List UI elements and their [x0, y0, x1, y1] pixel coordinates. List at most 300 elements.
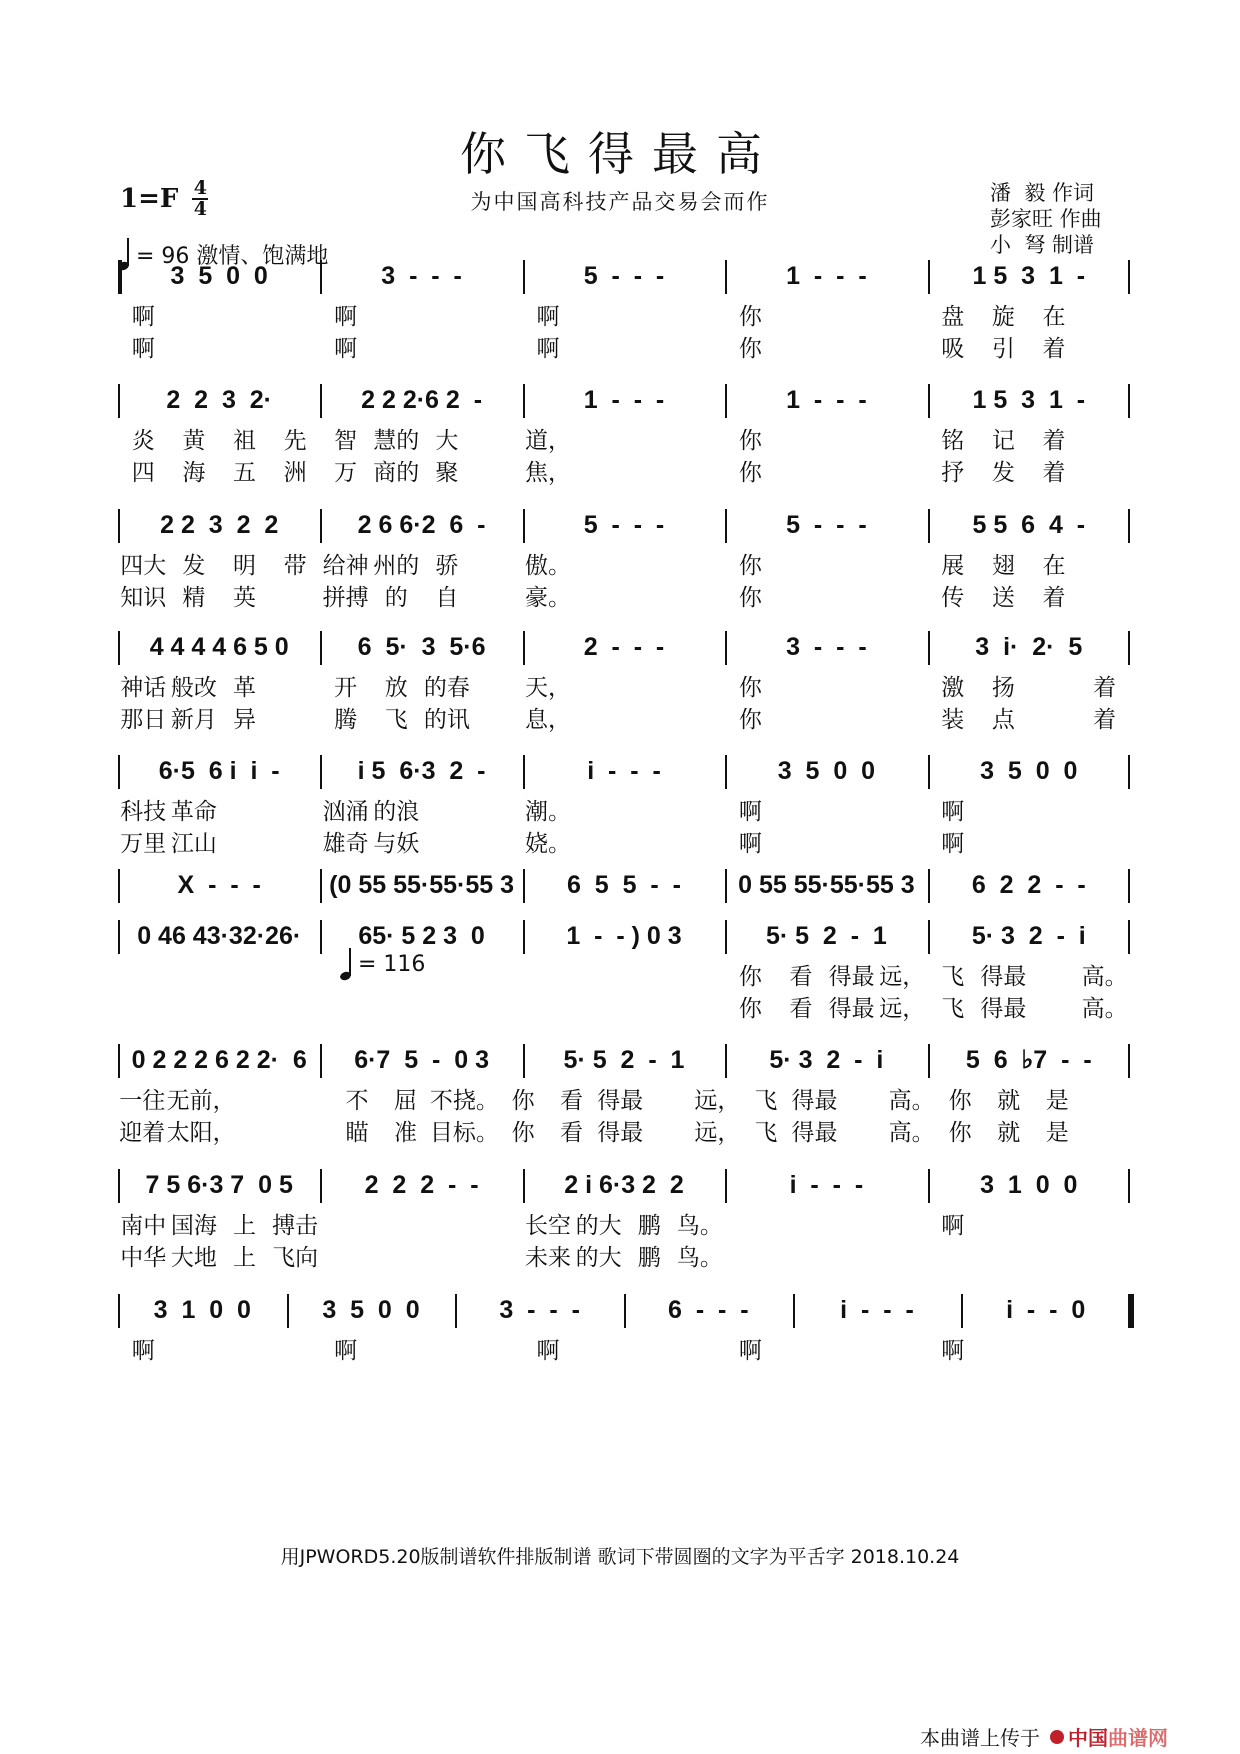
lyric-syllable: 高。 — [888, 1088, 935, 1114]
lyric-syllable — [624, 825, 675, 858]
lyric-syllable — [776, 330, 827, 363]
barline — [725, 260, 727, 294]
lyric-syllable — [1079, 330, 1130, 363]
lyric-syllable: 鹏 — [637, 1213, 661, 1239]
lyric-syllable — [169, 1332, 220, 1365]
lyric-syllable: 远， — [879, 964, 926, 990]
lyric-syllable — [1029, 669, 1080, 702]
measure: i 5 6·3 2 - — [357, 756, 486, 785]
lyric-syllable — [472, 990, 523, 1023]
barline — [118, 1169, 120, 1203]
lyric-syllable — [978, 1207, 1029, 1240]
barline — [320, 384, 322, 418]
lyric-syllable — [1079, 454, 1130, 487]
notation-line — [118, 627, 1130, 667]
barline — [320, 1044, 322, 1078]
measure: 6 2 2 - - — [971, 870, 1086, 899]
lyric-syllable: 啊 — [941, 831, 965, 857]
lyric-syllable — [645, 1082, 694, 1115]
barline — [523, 260, 525, 294]
score-row — [118, 380, 1130, 486]
measure: 2 - - - — [583, 632, 665, 661]
lyric-syllable — [624, 990, 675, 1023]
lyric-syllable — [1079, 825, 1130, 858]
lyric-syllable: 长空 — [525, 1213, 572, 1239]
lyric-line — [118, 298, 1130, 331]
barline — [320, 1169, 322, 1203]
lyric-syllable: 啊 — [131, 336, 155, 362]
barline — [1128, 509, 1130, 543]
lyric-syllable — [422, 825, 473, 858]
lyric-syllable: 在 — [1042, 553, 1066, 579]
lyric-syllable — [270, 330, 321, 363]
measure: 7 5 6·3 7 0 5 — [145, 1170, 293, 1199]
measure: 1 5 3 1 - — [972, 385, 1086, 414]
measure: 1 - - - — [786, 385, 867, 414]
lyric-syllable: 吸 — [941, 336, 965, 362]
barline — [455, 1294, 457, 1328]
lyric-syllable — [422, 990, 473, 1023]
time-denominator: 4 — [193, 198, 207, 220]
lyric-syllable — [422, 330, 473, 363]
lyric-syllable — [1029, 958, 1080, 991]
lyric-syllable — [776, 422, 827, 455]
lyric-syllable — [472, 1239, 523, 1272]
measure: 0 46 43·32·26· — [137, 921, 302, 950]
lyric-line — [118, 1332, 1130, 1365]
lyric-syllable: 你 — [738, 460, 762, 486]
barline — [320, 869, 322, 903]
lyric-syllable — [675, 1332, 726, 1365]
lyric-syllable — [675, 454, 726, 487]
footer-note: 用JPWORD5.20版制谱软件排版制谱 歌词下带圆圈的文字为平舌字 2018.10.24 — [280, 1546, 960, 1568]
lyric-syllable: 鸟。 — [676, 1213, 723, 1239]
lyric-syllable — [877, 1207, 928, 1240]
lyric-syllable: 你 — [738, 336, 762, 362]
lyric-syllable — [839, 1114, 888, 1147]
song-subtitle: 为中国高科技产品交易会而作 — [470, 190, 770, 214]
lyric-syllable: 息， — [525, 707, 572, 733]
song-title: 你飞得最高 — [460, 127, 780, 181]
lyric-syllable: 无前， — [166, 1088, 236, 1114]
lyric-syllable: 你 — [738, 428, 762, 454]
lyric-syllable: 远， — [879, 996, 926, 1022]
lyric-syllable: 鸟。 — [676, 1245, 723, 1271]
lyric-syllable: 啊 — [941, 1338, 965, 1364]
lyric-syllable — [675, 330, 726, 363]
lyric-syllable — [776, 547, 827, 580]
lyric-syllable: 你 — [738, 707, 762, 733]
time-signature — [192, 177, 208, 220]
lyric-syllable — [826, 422, 877, 455]
lyric-syllable: 的 — [384, 585, 408, 611]
lyric-syllable — [826, 1332, 877, 1365]
lyric-syllable: 中华 — [120, 1245, 167, 1271]
lyric-syllable — [422, 1332, 473, 1365]
measure: 3 5 0 0 — [777, 756, 876, 785]
measure: 5 5 6 4 - — [972, 510, 1086, 539]
measure: 6·7 5 - 0 3 — [354, 1045, 489, 1074]
measure: 3 1 0 0 — [980, 1170, 1078, 1199]
tempo-text: = 96 激情、饱满地 — [136, 243, 329, 269]
lyric-syllable — [472, 1207, 523, 1240]
lyric-line — [118, 454, 1130, 487]
lyric-syllable: 飞 — [941, 996, 965, 1022]
lyric-syllable — [1082, 1114, 1131, 1147]
lyric-syllable: 与妖 — [373, 831, 420, 857]
lyric-syllable — [270, 793, 321, 826]
barline — [287, 1294, 289, 1328]
measure: 5 6 ♭7 - - — [965, 1046, 1092, 1074]
lyric-syllable: 万 — [334, 460, 358, 486]
barline — [118, 755, 120, 789]
lyric-syllable — [371, 1239, 422, 1272]
lyric-syllable: 着 — [1042, 428, 1066, 454]
lyric-syllable: 点 — [991, 707, 1015, 733]
lyric-syllable: 飞向 — [272, 1245, 319, 1271]
lyric-syllable — [472, 958, 523, 991]
lyric-syllable: 高。 — [1081, 964, 1128, 990]
measure: 3 5 0 0 — [170, 261, 268, 290]
lyric-syllable: 展 — [941, 553, 965, 579]
lyric-line — [118, 330, 1130, 363]
lyric-syllable — [284, 1082, 333, 1115]
lyric-syllable: 太阳， — [166, 1120, 236, 1146]
lyric-syllable: 飞 — [754, 1088, 778, 1114]
lyric-syllable: 慧的 — [373, 428, 420, 454]
measure: 1 - - ) 0 3 — [566, 921, 682, 950]
measure: 3 - - - — [786, 632, 867, 661]
lyric-line — [118, 547, 1130, 580]
lyric-syllable: 传 — [941, 585, 965, 611]
lyric-syllable — [1079, 422, 1130, 455]
measure: i - - - — [587, 756, 661, 785]
lyric-syllable: 着 — [1042, 460, 1066, 486]
lyric-syllable: 万里 — [120, 831, 167, 857]
lyric-syllable: 铭 — [941, 428, 965, 454]
lyric-syllable: 你 — [738, 585, 762, 611]
lyric-syllable — [675, 990, 726, 1023]
lyric-syllable: 未来 — [525, 1245, 572, 1271]
lyric-syllable: 智 — [334, 428, 358, 454]
notation-line — [118, 380, 1130, 420]
notation-line — [118, 1165, 1130, 1205]
lyric-syllable — [776, 1207, 827, 1240]
lyric-syllable — [1029, 825, 1080, 858]
measure: i - - 0 — [1006, 1295, 1086, 1324]
lyric-syllable — [776, 579, 827, 612]
measure: 4 4 4 4 6 5 0 — [149, 632, 289, 661]
lyric-syllable — [675, 298, 726, 331]
lyric-syllable — [624, 958, 675, 991]
barline — [725, 1044, 727, 1078]
lyric-syllable — [877, 1332, 928, 1365]
score-row — [118, 627, 1130, 733]
lyric-syllable: 自 — [435, 585, 459, 611]
lyric-syllable: 看 — [789, 996, 813, 1022]
score-row — [118, 1165, 1130, 1271]
measure: (0 55 55·55·55 3 — [329, 870, 515, 899]
lyric-syllable: 就 — [997, 1088, 1021, 1114]
barline — [725, 509, 727, 543]
lyric-syllable — [877, 1239, 928, 1272]
lyric-syllable: 你 — [738, 675, 762, 701]
lyric-syllable — [320, 1239, 371, 1272]
lyric-syllable: 炎 — [131, 428, 155, 454]
lyric-syllable: 新月 — [170, 707, 217, 733]
barline — [523, 1169, 525, 1203]
lyric-syllable — [675, 793, 726, 826]
lyric-syllable: 得最 — [597, 1088, 644, 1114]
barline — [523, 631, 525, 665]
lyric-line — [118, 825, 1130, 858]
lyric-syllable — [573, 793, 624, 826]
lyric-syllable — [877, 701, 928, 734]
upload-note: 本曲谱上传于 — [920, 1726, 1040, 1750]
lyric-syllable — [270, 669, 321, 702]
lyric-syllable — [826, 669, 877, 702]
lyric-syllable — [270, 1332, 321, 1365]
lyric-syllable: 看 — [789, 964, 813, 990]
lyric-syllable — [725, 1239, 776, 1272]
lyric-syllable — [472, 793, 523, 826]
lyric-syllable: 瞄 — [345, 1120, 369, 1146]
lyric-syllable: 天， — [525, 675, 572, 701]
lyric-syllable: 着 — [1093, 707, 1117, 733]
lyric-syllable — [118, 990, 169, 1023]
lyric-syllable: 南中 — [120, 1213, 167, 1239]
lyric-syllable — [776, 825, 827, 858]
lyric-syllable — [826, 330, 877, 363]
lyric-syllable: 得最 — [597, 1120, 644, 1146]
score-row — [118, 256, 1130, 362]
lyric-syllable: 的大 — [575, 1245, 622, 1271]
lyric-syllable — [472, 825, 523, 858]
lyric-syllable: 啊 — [131, 1338, 155, 1364]
barline — [928, 260, 930, 294]
measure: 2 6 6·2 6 - — [357, 510, 486, 539]
key-label: 1=F — [120, 184, 179, 214]
lyric-syllable — [320, 1207, 371, 1240]
lyric-syllable — [877, 330, 928, 363]
lyric-syllable: 翅 — [991, 553, 1015, 579]
measure: 3 5 0 0 — [980, 756, 1078, 785]
lyric-syllable: 知识 — [120, 585, 167, 611]
lyric-syllable — [422, 1207, 473, 1240]
lyric-syllable — [877, 547, 928, 580]
lyric-syllable — [219, 990, 270, 1023]
lyric-syllable: 搏击 — [272, 1213, 319, 1239]
barline — [1128, 1169, 1130, 1203]
barline — [118, 1294, 120, 1328]
lyric-syllable — [776, 793, 827, 826]
measure: 2 2 3 2· — [166, 385, 272, 414]
lyric-syllable — [776, 1239, 827, 1272]
lyric-syllable — [1079, 793, 1130, 826]
barline — [320, 920, 322, 954]
notation-line — [118, 1290, 1130, 1330]
lyric-syllable — [118, 958, 169, 991]
lyric-syllable — [826, 579, 877, 612]
lyric-syllable — [624, 669, 675, 702]
upload-watermark — [920, 1722, 1168, 1751]
lyric-syllable — [725, 1207, 776, 1240]
lyric-syllable: 着 — [1093, 675, 1117, 701]
lyric-syllable — [422, 1239, 473, 1272]
lyric-syllable — [472, 669, 523, 702]
lyric-syllable — [371, 298, 422, 331]
lyric-syllable — [472, 1332, 523, 1365]
barline — [523, 755, 525, 789]
barline — [928, 384, 930, 418]
lyric-syllable: 飞 — [754, 1120, 778, 1146]
lyric-syllable: 拼搏 — [322, 585, 369, 611]
lyric-syllable: 神话 — [120, 675, 167, 701]
lyric-syllable: 是 — [1045, 1120, 1069, 1146]
lyric-syllable — [675, 579, 726, 612]
lyric-syllable: 激 — [941, 675, 965, 701]
lyric-syllable: 引 — [991, 336, 1015, 362]
lyric-syllable — [624, 1332, 675, 1365]
barline — [928, 509, 930, 543]
lyric-syllable: 豪。 — [525, 585, 572, 611]
lyric-syllable — [624, 701, 675, 734]
barline — [523, 869, 525, 903]
measure: 5 - - - — [786, 510, 867, 539]
site-logo-text-1: 中国 — [1068, 1726, 1108, 1750]
lyric-syllable: 洲 — [283, 460, 307, 486]
lyric-syllable — [978, 793, 1029, 826]
lyric-syllable: 装 — [941, 707, 965, 733]
time-numerator: 4 — [193, 177, 207, 199]
lyric-syllable: 海 — [182, 460, 206, 486]
lyric-syllable — [573, 701, 624, 734]
lyric-syllable: 五 — [232, 460, 256, 486]
barline — [523, 509, 525, 543]
lyric-syllable — [1079, 579, 1130, 612]
lyric-syllable — [320, 990, 371, 1023]
barline — [1128, 260, 1130, 294]
lyric-syllable — [675, 958, 726, 991]
lyric-syllable — [877, 579, 928, 612]
lyric-syllable — [877, 422, 928, 455]
lyric-syllable — [219, 958, 270, 991]
lyric-syllable — [624, 454, 675, 487]
barline — [1128, 869, 1130, 903]
lyric-syllable — [422, 958, 473, 991]
measure: 3 5 0 0 — [322, 1295, 420, 1324]
lyric-syllable: 盘 — [941, 304, 965, 330]
lyric-syllable: 送 — [991, 585, 1015, 611]
lyric-syllable — [169, 330, 220, 363]
lyric-syllable — [573, 330, 624, 363]
lyric-syllable — [877, 454, 928, 487]
lyric-syllable — [270, 579, 321, 612]
lyric-syllable: 就 — [997, 1120, 1021, 1146]
lyric-syllable — [877, 825, 928, 858]
lyric-syllable: 啊 — [738, 799, 762, 825]
lyric-syllable: 远， — [694, 1088, 741, 1114]
barline — [725, 384, 727, 418]
lyric-syllable: 高。 — [888, 1120, 935, 1146]
lyric-syllable: 焦， — [525, 460, 572, 486]
lyric-syllable: 傲。 — [525, 553, 572, 579]
lyric-syllable: 的春 — [423, 675, 470, 701]
lyric-syllable — [1079, 1239, 1130, 1272]
lyric-syllable: 娆。 — [525, 831, 572, 857]
lyric-line — [118, 701, 1130, 734]
measure: 1 5 3 1 - — [972, 261, 1086, 290]
lyric-syllable — [320, 958, 371, 991]
barline — [523, 384, 525, 418]
lyric-syllable — [645, 1114, 694, 1147]
lyric-syllable — [371, 958, 422, 991]
lyric-syllable: 啊 — [536, 1338, 560, 1364]
lyric-syllable: 啊 — [334, 336, 358, 362]
lyric-syllable: 高。 — [1081, 996, 1128, 1022]
lyric-syllable — [270, 298, 321, 331]
notation-line — [118, 256, 1130, 296]
lyric-syllable — [422, 793, 473, 826]
lyric-syllable — [472, 422, 523, 455]
lyric-syllable — [472, 701, 523, 734]
measure: i - - - — [840, 1295, 914, 1324]
lyric-syllable — [219, 1332, 270, 1365]
lyric-syllable — [236, 1114, 285, 1147]
lyric-syllable: 不挠。 — [429, 1088, 499, 1114]
barline — [1128, 755, 1130, 789]
site-logo-text-2: 曲谱网 — [1108, 1726, 1168, 1750]
lyric-syllable — [169, 298, 220, 331]
lyric-syllable — [169, 990, 220, 1023]
lyric-syllable: 上 — [232, 1245, 256, 1271]
lyric-syllable — [472, 547, 523, 580]
lyric-syllable: 革 — [232, 675, 256, 701]
barline — [523, 1044, 525, 1078]
lyric-syllable: 迎着 — [119, 1120, 166, 1146]
measure: 2 2 2·6 2 - — [361, 385, 483, 414]
lyric-syllable — [826, 793, 877, 826]
lyric-syllable — [877, 298, 928, 331]
lyric-syllable: 你 — [511, 1120, 535, 1146]
lyric-syllable: 开 — [334, 675, 358, 701]
barline — [725, 631, 727, 665]
lyric-syllable: 四 — [131, 460, 155, 486]
lyric-syllable: 发 — [182, 553, 206, 579]
lyric-syllable — [1079, 1332, 1130, 1365]
lyric-syllable — [573, 547, 624, 580]
barline — [523, 920, 525, 954]
lyric-syllable: 上 — [232, 1213, 256, 1239]
barline — [118, 384, 120, 418]
measure: 3 - - - — [381, 261, 462, 290]
lyric-syllable — [270, 825, 321, 858]
lyric-syllable: 啊 — [536, 336, 560, 362]
lyric-syllable: 英 — [232, 585, 256, 611]
site-logo-icon — [1050, 1730, 1064, 1744]
lyric-syllable: 屈 — [394, 1088, 418, 1114]
lyric-syllable — [839, 1082, 888, 1115]
lyric-syllable: 不 — [345, 1088, 369, 1114]
lyric-syllable — [236, 1082, 285, 1115]
lyric-syllable — [675, 422, 726, 455]
lyric-syllable — [877, 669, 928, 702]
lyric-syllable — [523, 958, 574, 991]
lyric-syllable: 祖 — [232, 428, 256, 454]
lyric-syllable — [472, 454, 523, 487]
barline — [725, 755, 727, 789]
lyric-syllable: 雄奇 — [322, 831, 369, 857]
